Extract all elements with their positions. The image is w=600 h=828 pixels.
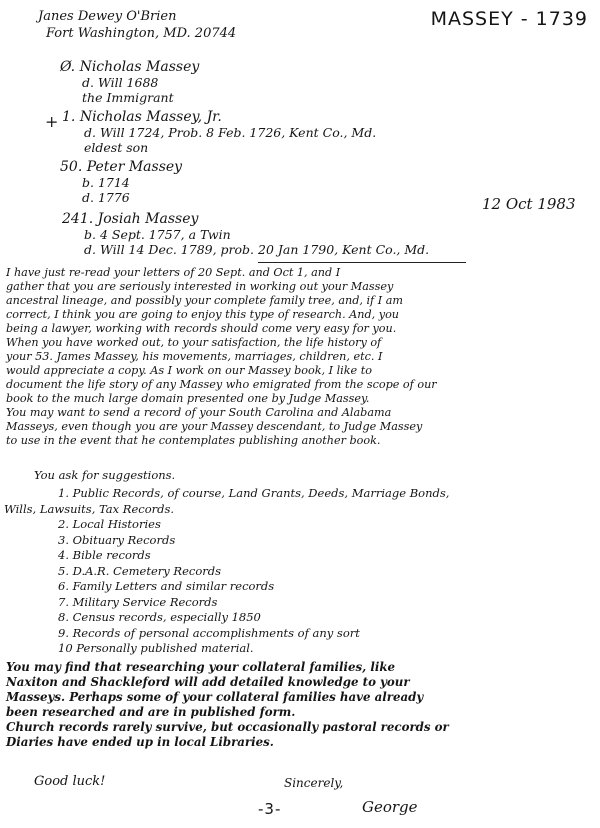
letter-line: gather that you are seriously interested in working out your Massey (6, 280, 394, 293)
signature: George (362, 798, 418, 816)
letter-line: correct, I think you are going to enjoy this type of research. And, you (6, 308, 400, 321)
closing-line: Naxiton and Shackleford will add detailed knowledge to your (6, 675, 410, 689)
letter-line: to use in the event that he contemplates publishing another book. (6, 434, 381, 447)
divider (258, 262, 466, 263)
generation-241 (62, 212, 429, 257)
suggestion-item: 6. Family Letters and similar records (58, 579, 275, 593)
suggestion-item: 4. Bible records (58, 548, 151, 562)
ancestor-detail: d. Will 1688 (82, 75, 159, 90)
ancestor-detail: d. 1776 (82, 190, 130, 205)
letter-line: would appreciate a copy. As I work on our Massey book, I like to (6, 364, 372, 377)
letter-date: 12 Oct 1983 (482, 195, 576, 213)
closing-line: been researched and are in published form. (6, 705, 296, 719)
ancestor-detail: the Immigrant (82, 90, 174, 105)
suggestion-item: 10 Personally published material. (58, 641, 254, 655)
closing-line: Church records rarely survive, but occasionally pastoral records or (6, 720, 449, 734)
suggestion-item: 7. Military Service Records (58, 594, 218, 609)
suggestion-item: 5. D.A.R. Cemetery Records (58, 563, 222, 578)
ancestor-detail: b. 4 Sept. 1757, a Twin (84, 227, 231, 242)
author-name: Janes Dewey O'Brien (38, 9, 177, 24)
letter-body (6, 266, 596, 448)
generation-0 (60, 60, 199, 105)
suggestion-item: Wills, Lawsuits, Tax Records. (4, 501, 175, 516)
ancestor-detail: b. 1714 (82, 175, 130, 190)
ancestor-detail: d. Will 1724, Prob. 8 Feb. 1726, Kent Co., Md. (84, 125, 377, 140)
ancestor-name: Josiah Massey (97, 211, 199, 227)
letter-line: book to the much large domain presented one by Judge Massey. (6, 392, 370, 405)
closing-line: Masseys. Perhaps some of your collateral families have already (6, 690, 424, 704)
suggestions-list (4, 486, 450, 657)
suggestion-item: 1. Public Records, of course, Land Grants, Deeds, Marriage Bonds, (58, 486, 450, 500)
letter-line: document the life story of any Massey who emigrated from the scope of our (6, 378, 437, 391)
plus-mark: + (45, 112, 59, 131)
ancestor-detail: eldest son (84, 140, 149, 155)
letter-line: ancestral lineage, and possibly your complete family tree, and, if I am (6, 294, 403, 307)
letter-line: being a lawyer, working with records should come very easy for you. (6, 322, 397, 335)
suggestion-item: 9. Records of personal accomplishments of any sort (58, 625, 360, 640)
ancestor-detail: d. Will 14 Dec. 1789, prob. 20 Jan 1790, Kent Co., Md. (84, 242, 430, 257)
suggestions-intro: You ask for suggestions. (34, 468, 176, 482)
author-header (38, 8, 236, 42)
sincerely: Sincerely, (284, 776, 344, 790)
generation-number: 241. (62, 211, 94, 227)
ancestor-name: Nicholas Massey (79, 59, 200, 75)
ancestor-name: Nicholas Massey, Jr. (79, 109, 222, 125)
good-luck: Good luck! (34, 774, 106, 789)
generation-50 (60, 160, 182, 205)
author-address: Fort Washington, MD. 20744 (46, 26, 237, 41)
suggestion-item: 2. Local Histories (58, 517, 161, 531)
suggestion-item: 8. Census records, especially 1850 (58, 610, 261, 624)
letter-line: When you have worked out, to your satisfaction, the life history of (6, 336, 382, 349)
suggestion-item: 3. Obituary Records (58, 532, 176, 547)
ancestor-name: Peter Massey (86, 159, 183, 175)
closing-line: You may find that researching your collateral families, like (6, 660, 396, 674)
generation-number: 1. (62, 109, 76, 125)
closing-paragraph (6, 660, 449, 750)
letter-line: I have just re-read your letters of 20 Sept. and Oct 1, and I (6, 266, 341, 279)
generation-number: Ø. (60, 59, 76, 75)
generation-1 (62, 110, 376, 155)
letter-line: Masseys, even though you are your Massey descendant, to Judge Massey (6, 420, 423, 433)
file-id: MASSEY - 1739 (430, 8, 588, 30)
letter-line: You may want to send a record of your South Carolina and Alabama (6, 406, 392, 419)
closing-line: Diaries have ended up in local Libraries. (6, 735, 274, 749)
page-number: -3- (258, 800, 282, 818)
letter-line: your 53. James Massey, his movements, marriages, children, etc. I (6, 350, 383, 363)
generation-number: 50. (60, 159, 83, 175)
